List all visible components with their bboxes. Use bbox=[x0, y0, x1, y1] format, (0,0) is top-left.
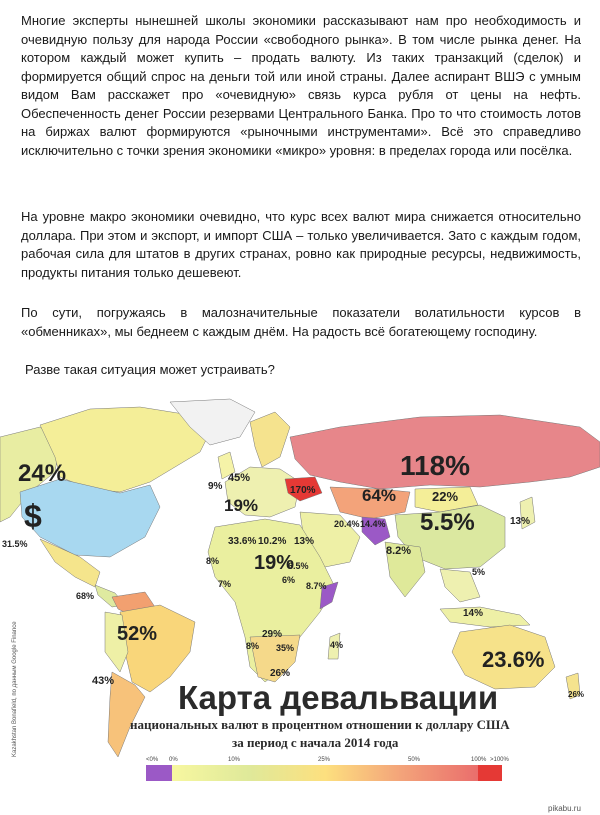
label-uk: 9% bbox=[208, 481, 223, 492]
label-africa-w2: 7% bbox=[218, 579, 232, 589]
label-kazakhstan: 64% bbox=[362, 486, 397, 505]
paragraph-2: На уровне макро экономики очевидно, что курс всех валют мира снижается относительно доллара. При этом и экспорт, и импорт США – только увеличивается. Зато с каждым годом, рабочая сила для штатов в других странах, ровно как природные ресурсы, недвижимость, продукты питания только дешевеют. bbox=[21, 209, 581, 280]
legend-tick-0: 0% bbox=[169, 757, 178, 763]
label-horn: 8.7% bbox=[306, 581, 327, 591]
map-title: Карта девальвации bbox=[178, 679, 499, 716]
label-alaska: 31.5% bbox=[2, 539, 28, 549]
label-canada: 24% bbox=[18, 460, 67, 487]
devaluation-map bbox=[0, 397, 600, 815]
dollar-sign-icon: $ bbox=[24, 498, 42, 534]
paragraph-1: Многие эксперты нынешней школы экономики рассказывают нам про необходимость и очевидную пользу для народа России «свободного рынка». В том числе рынка денег. На котором каждый может купить – продать валюту. Из таких транзакций (сделок) и формируется общий спрос на деньги той или иной страны. Далее аспирант ВШЭ с умным видом Вам расскажет про «очевидную» связь курса рубля от цены на нефть. Обеспеченность денег России резервами Центрального Банка. Про то что стоимость лотов на биржах валют формируются «рыночными инструментами». Всё это справедливо исключительно с точки зрения экономики «микро» уровня: в пределах города или посёлка. bbox=[21, 13, 581, 158]
label-madagascar: 4% bbox=[330, 640, 344, 650]
legend-tick-lt0: <0% bbox=[146, 757, 159, 763]
label-scandinavia: 45% bbox=[228, 472, 251, 484]
label-russia: 118% bbox=[400, 450, 471, 481]
label-australia: 23.6% bbox=[482, 647, 545, 672]
label-indonesia: 14% bbox=[463, 608, 484, 619]
label-africa: 19% bbox=[254, 552, 295, 574]
label-south-africa: 26% bbox=[270, 668, 291, 679]
legend-tick-50: 50% bbox=[408, 757, 421, 763]
label-egypt: 10.2% bbox=[258, 536, 287, 547]
label-china: 5.5% bbox=[420, 509, 475, 536]
label-brazil: 52% bbox=[117, 623, 158, 645]
site-tag: pikabu.ru bbox=[548, 804, 581, 813]
label-middle: 13% bbox=[294, 536, 315, 547]
legend-tick-10: 10% bbox=[228, 757, 241, 763]
map-subtitle-2: за период с начала 2014 года bbox=[232, 735, 399, 750]
devaluation-map-image[interactable] bbox=[0, 397, 600, 815]
label-africa-s3: 35% bbox=[276, 643, 295, 653]
paragraph-3: По сути, погружаясь в малозначительные показатели волатильности курсов в «обменниках», мы беднеем с каждым днём. На радость всё богатеющему господину. bbox=[21, 305, 581, 339]
legend-gradient-bar bbox=[172, 765, 478, 781]
label-mongolia: 22% bbox=[432, 489, 459, 504]
label-africa-s1: 29% bbox=[262, 629, 283, 640]
label-venezuela: 68% bbox=[76, 591, 95, 601]
label-japan: 13% bbox=[510, 516, 531, 527]
legend-negative-swatch bbox=[146, 765, 172, 781]
label-africa-c: 6% bbox=[282, 575, 296, 585]
legend-tick-gt100: >100% bbox=[490, 757, 509, 763]
label-africa-e: 6.5% bbox=[288, 561, 309, 571]
label-iran: 14.4% bbox=[360, 519, 386, 529]
label-africa-w: 8% bbox=[206, 556, 220, 566]
paragraph-4: Разве такая ситуация может устраивать? bbox=[25, 362, 275, 377]
label-europe: 19% bbox=[224, 496, 259, 515]
legend-over-100-swatch bbox=[478, 765, 502, 781]
legend-tick-100: 100% bbox=[471, 757, 487, 763]
label-turkey: 33.6% bbox=[228, 536, 257, 547]
label-nz: 26% bbox=[568, 690, 585, 699]
label-caspian: 20.4% bbox=[334, 519, 360, 529]
map-watermark: Kazakhstan Bonafield, по данным Google Finance bbox=[12, 621, 18, 757]
legend-tick-25: 25% bbox=[318, 757, 331, 763]
label-ukraine: 170% bbox=[290, 485, 316, 496]
map-subtitle-1: национальных валют в процентном отношении к доллару США bbox=[130, 717, 510, 732]
label-argentina: 43% bbox=[92, 675, 115, 687]
label-india: 8.2% bbox=[386, 545, 412, 557]
label-seasia: 5% bbox=[472, 567, 486, 577]
label-africa-s2: 8% bbox=[246, 641, 260, 651]
